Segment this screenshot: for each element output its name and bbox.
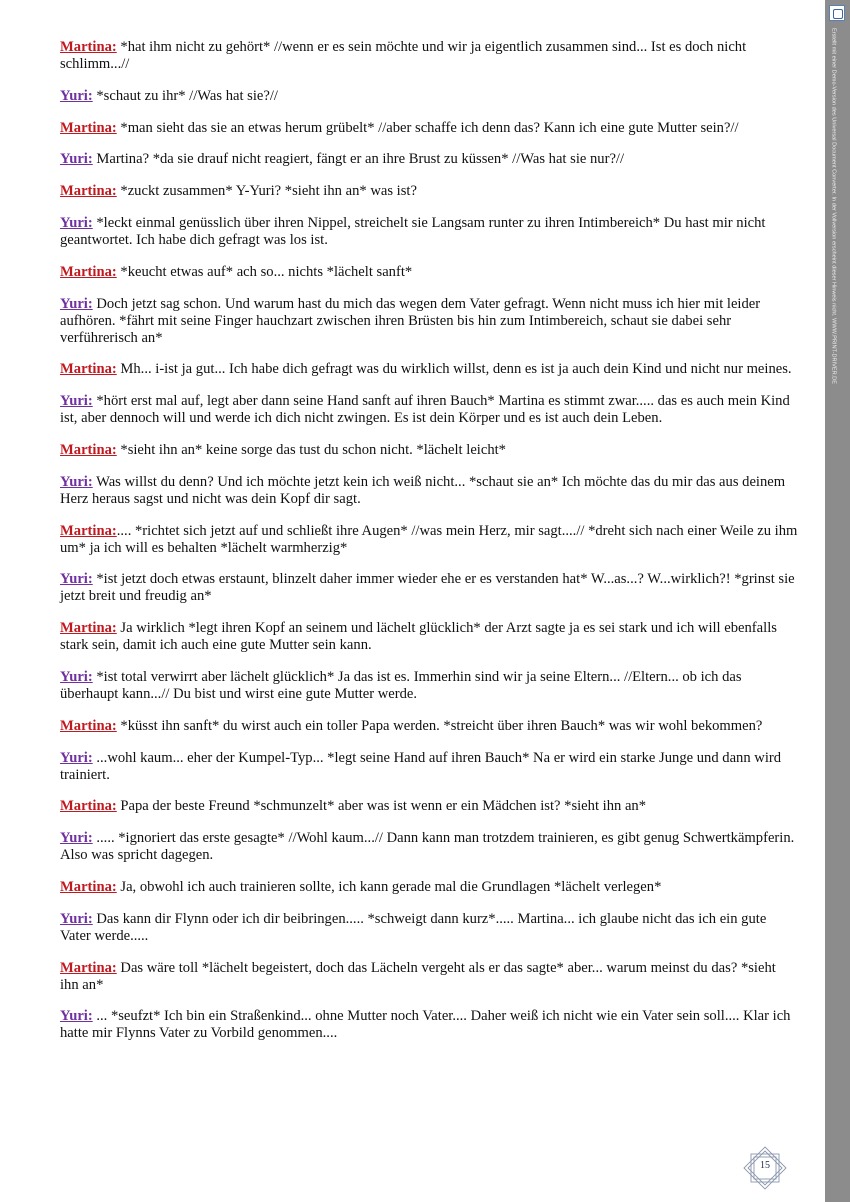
speaker-name: Yuri: — [60, 910, 93, 927]
dialogue-entry — [60, 215, 798, 249]
speaker-name: Martina: — [60, 717, 117, 734]
speaker-name: Yuri: — [60, 214, 93, 231]
dialogue-entry — [60, 718, 798, 735]
dialogue-entry — [60, 879, 798, 896]
speaker-name: Yuri: — [60, 668, 93, 685]
dialogue-line: *hat ihm nicht zu gehört* //wenn er es sein möchte und wir ja eigentlich zusammen sind... Ist es doch nicht schlimm...// — [60, 39, 747, 72]
speaker-name: Martina: — [60, 878, 117, 895]
speaker-name: Martina: — [60, 183, 117, 200]
dialogue-entry — [60, 88, 798, 105]
dialogue-line: *küsst ihn sanft* du wirst auch ein toller Papa werden. *streicht über ihren Bauch* was wir wohl bekommen? — [116, 717, 763, 734]
dialogue-line: Martina? *da sie drauf nicht reagiert, fängt er an ihre Brust zu küssen* //Was hat sie nur?// — [92, 151, 625, 168]
dialogue-line: Das kann dir Flynn oder ich dir beibringen..... *schweigt dann kurz*..... Martina... ich glaube nicht das ich ein gute Vater werde..... — [60, 910, 767, 944]
speaker-name: Martina: — [60, 263, 117, 280]
dialogue-entry — [60, 750, 798, 784]
speaker-name: Martina: — [60, 522, 117, 539]
speaker-name: Martina: — [60, 119, 117, 136]
dialogue-line: *hört erst mal auf, legt aber dann seine Hand sanft auf ihren Bauch* Martina es stimmt zwar..... das es auch mein Kind ist, aber dennoch will und werde ich dich nicht zwingen. Es ist dein Körper und es ist auch dein Leben. — [60, 393, 790, 427]
dialogue-line: Doch jetzt sag schon. Und warum hast du mich das wegen dem Vater gefragt. Wenn nicht muss ich hier mit leider aufhören. *fährt mit seine Finger hauchzart zwischen ihren Brüsten bis hin zum Intimbereich, schaut sie dabei sehr verführerisch an* — [60, 295, 761, 346]
speaker-name: Martina: — [60, 441, 117, 458]
dialogue-line: *zuckt zusammen* Y-Yuri? *sieht ihn an* was ist? — [116, 183, 417, 200]
speaker-name: Martina: — [60, 620, 117, 637]
page-number: 15 — [760, 1160, 770, 1171]
speaker-name: Martina: — [60, 39, 117, 55]
dialogue-entry — [60, 571, 798, 605]
dialogue-entry — [60, 183, 798, 200]
dialogue-line: ... *seufzt* Ich bin ein Straßenkind... ohne Mutter noch Vater.... Daher weiß ich nicht wie ein Vater sein soll.... Klar ich hatte mir Flynns Vater zu Vorbild genommen.... — [60, 1008, 791, 1042]
dialogue-line: Papa der beste Freund *schmunzelt* aber was ist wenn er ein Mädchen ist? *sieht ihn an* — [116, 798, 647, 815]
dialogue-entry — [60, 393, 798, 427]
dialogue-text — [60, 39, 798, 1057]
dialogue-entry — [60, 798, 798, 815]
dialogue-line: *schaut zu ihr* //Was hat sie?// — [92, 87, 278, 104]
speaker-name: Yuri: — [60, 1008, 93, 1025]
speaker-name: Martina: — [60, 361, 117, 378]
speaker-name: Yuri: — [60, 749, 93, 766]
dialogue-entry — [60, 39, 798, 73]
dialogue-entry — [60, 960, 798, 994]
watermark-sidebar — [825, 0, 850, 1202]
dialogue-entry — [60, 151, 798, 168]
dialogue-line: Ja wirklich *legt ihren Kopf an seinem und lächelt glücklich* der Arzt sagte ja es sei stark und ich will ebenfalls stark sein, damit ich auch eine gute Mutter sein kann. — [60, 620, 777, 654]
dialogue-entry — [60, 264, 798, 281]
dialogue-line: *leckt einmal genüsslich über ihren Nippel, streichelt sie Langsam runter zu ihren Intimbereich* Du hast mir nicht geantwortet. Ich habe dich gefragt was los ist. — [60, 214, 766, 248]
dialogue-line: Was willst du denn? Und ich möchte jetzt kein ich weiß nicht... *schaut sie an* Ich möchte das du mir das aus deinem Herz heraus sagst und nicht was dein Kopf dir sagt. — [60, 473, 786, 507]
dialogue-entry — [60, 361, 798, 378]
dialogue-entry — [60, 296, 798, 347]
dialogue-entry — [60, 474, 798, 508]
dialogue-line: Das wäre toll *lächelt begeistert, doch das Lächeln vergeht als er das sagte* aber... warum meinst du das? *sieht ihn an* — [60, 959, 776, 993]
speaker-name: Yuri: — [60, 830, 93, 847]
document-converter-logo-icon — [829, 5, 845, 21]
dialogue-entry — [60, 620, 798, 654]
dialogue-line: *ist jetzt doch etwas erstaunt, blinzelt daher immer wieder ehe er es verstanden hat* W...as...? W...wirklich?! *grinst sie jetzt breit und freudig an* — [60, 571, 795, 605]
dialogue-entry — [60, 669, 798, 703]
dialogue-entry — [60, 1008, 798, 1042]
watermark-text: Erstellt mit einer Demo-Version des Universal Document Converter. In der Vollversion erscheint dieser Hinweis nicht. WWW.PRINT-DRIVER.DE — [830, 28, 837, 384]
dialogue-line: *sieht ihn an* keine sorge das tust du schon nicht. *lächelt leicht* — [116, 441, 506, 458]
speaker-name: Martina: — [60, 798, 117, 815]
speaker-name: Yuri: — [60, 393, 93, 410]
dialogue-line: Mh... i-ist ja gut... Ich habe dich gefragt was du wirklich willst, denn es ist ja auch dein Kind und nicht nur meines. — [116, 361, 792, 378]
dialogue-line: Ja, obwohl ich auch trainieren sollte, ich kann gerade mal die Grundlagen *lächelt verlegen* — [116, 878, 662, 895]
dialogue-entry — [60, 442, 798, 459]
speaker-name: Martina: — [60, 959, 117, 976]
dialogue-line: ...wohl kaum... eher der Kumpel-Typ... *legt seine Hand auf ihren Bauch* Na er wird ein starke Junge und dann wird trainiert. — [60, 749, 782, 783]
dialogue-line: *keucht etwas auf* ach so... nichts *lächelt sanft* — [116, 263, 413, 280]
dialogue-line: *ist total verwirrt aber lächelt glücklich* Ja das ist es. Immerhin sind wir ja seine Eltern... //Eltern... ob ich das überhaupt kann...// Du bist und wirst eine gute Mutter werde. — [60, 668, 742, 702]
dialogue-line: *man sieht das sie an etwas herum grübelt* //aber schaffe ich denn das? Kann ich eine gute Mutter sein?// — [116, 119, 739, 136]
dialogue-entry — [60, 120, 798, 137]
speaker-name: Yuri: — [60, 473, 93, 490]
dialogue-line: .... *richtet sich jetzt auf und schließt ihre Augen* //was mein Herz, mir sagt....// *dreht sich nach einer Weile zu ihm um* ja ich will es behalten *lächelt warmherzig* — [60, 522, 798, 556]
dialogue-entry — [60, 911, 798, 945]
speaker-name: Yuri: — [60, 571, 93, 588]
dialogue-entry — [60, 830, 798, 864]
speaker-name: Yuri: — [60, 295, 93, 312]
speaker-name: Yuri: — [60, 151, 93, 168]
dialogue-entry — [60, 523, 798, 557]
speaker-name: Yuri: — [60, 87, 93, 104]
dialogue-line: ..... *ignoriert das erste gesagte* //Wohl kaum...// Dann kann man trotzdem trainieren, es gibt genug Schwertkämpferin. Also was spricht dagegen. — [60, 830, 795, 864]
